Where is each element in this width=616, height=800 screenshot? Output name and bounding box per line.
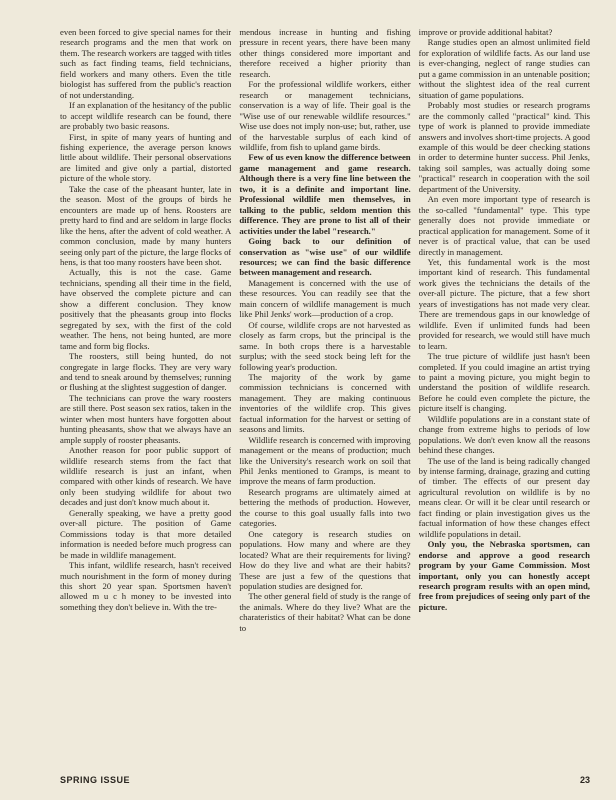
paragraph: Research programs are ultimately aimed at bettering the methods of production. However, the course to this goal usually falls into two categories. xyxy=(239,486,411,529)
paragraph: Generally speaking, we have a pretty good over-all picture. The position of Game Commissions today is that more detailed information is needed before much progress can be made in wildlife management. xyxy=(60,507,232,560)
paragraph: The use of the land is being radically changed by intense farming, drainage, grazing and cutting of timber. The effects of our present day agricultural revolution on wildlife is by no means clear. Or will it be clear until research or fact finding or plain investigation gives us the factual information of how these changes effect wildlife populations in detail. xyxy=(418,455,590,539)
paragraph: Another reason for poor public support of wildlife research stems from the fact that wildlife research is just an infant, when compared with other kinds of research. We have only been studying wildlife for about two decades and just don't know much about it. xyxy=(60,445,232,508)
paragraph: One category is research studies on populations. How many and where are they located? What are their requirements for living? How do they live and what are their habits? These are just a few of the questions that population studies are designed for. xyxy=(239,528,411,592)
article-body xyxy=(60,27,590,762)
paragraph: For the professional wildlife workers, either research or management technicians, conservation is a way of life. Their goal is the "Wise use of our renewable wildlife resources." Wise use does not imply non-use; but, rather, use of the harvestable surplus of each kind of wildlife, from fish to upland game birds. xyxy=(239,79,411,152)
paragraph: Yet, this fundamental work is the most important kind of research. This fundamental work gives the technicians the details of the over-all picture. The picture, that a few short years of investigations has not made very clear. There are tremendous gaps in our knowledge of wildlife. Even if unlimited funds had been provided for research, we would still have much to learn. xyxy=(418,256,590,351)
paragraph: An even more important type of research is the so-called "fundamental" type. This type generally does not provide immediate or practical application for management. Some of it never is of practical value, that can be used directly in management. xyxy=(418,194,590,257)
paragraph: improve or provide additional habitat? xyxy=(418,27,553,37)
paragraph: First, in spite of many years of hunting and fishing experience, the average person knows little about wildlife. Their personal observations are limited and give only a partial, distorted picture of the whole story. xyxy=(60,131,232,184)
paragraph: The technicians can prove the wary roosters are still there. Post season sex ratios, taken in the winter when most hunters have forgotten about hunting pheasants, show that we always have an ample supply of rooster pheasants. xyxy=(60,392,232,445)
paragraph: If an explanation of the hesitancy of the public to accept wildlife research can be found, there are probably two basic reasons. xyxy=(60,100,232,132)
paragraph-emphasis: Going back to our definition of conservation as "wise use" of our wildlife resources; we can find the basic difference between management and research. xyxy=(239,236,411,278)
paragraph: The majority of the work by game commission technicians is concerned with management. They are making continuous inventories of the wildlife crop. This gives factual information for the harvest or setting of seasons and limits. xyxy=(239,371,411,435)
paragraph-emphasis: Only you, the Nebraska sportsmen, can endorse and approve a good research program by your Game Commission. Most important, only you can honestly accept research program results with an open mind, free from prejudices of seeing only part of the picture. xyxy=(418,539,590,612)
paragraph: The true picture of wildlife just hasn't been completed. If you could imagine an artist trying to paint a moving picture, you might begin to understand the position of wildlife research. Before he could even complete the picture, the picture itself is changing. xyxy=(418,351,590,414)
issue-label: SPRING ISSUE xyxy=(60,775,131,785)
paragraph: mendous increase in hunting and fishing pressure in recent years, there have been many other things considered more important and therefore received a higher priority than research. xyxy=(239,27,411,79)
column-3 xyxy=(419,27,590,762)
paragraph: Take the case of the pheasant hunter, late in the season. Most of the groups of birds he encounters are made up of hens. Roosters are pretty hard to find and are seldom in large flocks like the hens, after the advent of cold weather. A common conclusion, made by many hunters seeing only part of the picture, the large flocks of hens, is that too many roosters have been shot. xyxy=(60,183,232,267)
paragraph: Wildlife populations are in a constant state of change from extreme highs to periods of low populations. We don't even know all the reasons behind these changes. xyxy=(418,413,590,456)
paragraph: even been forced to give special names for their research programs and the men that work on them. The research workers are tagged with titles such as fact finding teams, field technicians, field workers and many others. Even the title biologist has suffered from the public's reaction of not understanding. xyxy=(60,27,232,100)
paragraph: Range studies open an almost unlimited field for exploration of wildlife facts. As our land use is ever-changing, neglect of range studies can put a game commission in an untenable position; without the slightest idea of the real current situation of game populations. xyxy=(418,37,590,100)
paragraph: This infant, wildlife research, hasn't received much nourishment in the form of money during this short 20 year span. Sportsmen haven't allowed m u c h money to be invested into something they don't believe in. With the tre- xyxy=(60,560,232,612)
paragraph: Of course, wildlife crops are not harvested as closely as farm crops, but the principal is the same. In both crops there is a harvestable surplus; with the seed stock being left for the following year's production. xyxy=(239,319,411,372)
paragraph: Actually, this is not the case. Game technicians, spending all their time in the field, have observed the complete picture and can show a different conclusion. They know positively that the pheasants group into flocks segregated by sex, with the first of the cold weather. The hens, not being hunted, are more tame and form big flocks. xyxy=(60,267,232,351)
paragraph: Wildlife research is concerned with improving management or the means of production; much like the University's research work on soil that Phil Jenks mentioned to Gramps, is meant to improve the means of farm production. xyxy=(239,434,411,487)
paragraph: Probably most studies or research programs are the commonly called "practical" kind. This type of work is planned to provide immediate answers and involves short-time projects. A good example of this would be deer checking stations in order to determine hunter success. Phil Jenks, taking soil samples, was actually doing some "practical" research in cooperation with the soil department of the University. xyxy=(418,100,590,194)
paragraph: Management is concerned with the use of these resources. You can readily see that the main concern of wildlife management is much like Phil Jenks' work—production of a crop. xyxy=(239,277,411,320)
column-1 xyxy=(60,27,231,762)
page-number: 23 xyxy=(579,775,590,785)
column-2 xyxy=(239,27,410,762)
paragraph-emphasis: Few of us even know the difference between game management and game research. Although there is a very fine line between the two, it is a definite and important line. Professional wildlife men themselves, in talking to the public, seldom mention this difference. They are prone to list all of their activities under the label "research." xyxy=(239,152,411,236)
paragraph: The roosters, still being hunted, do not congregate in large flocks. They are very wary and tend to sneak around by themselves; running or flushing at the slightest suggestion of danger. xyxy=(60,351,232,393)
paragraph: The other general field of study is the range of the animals. Where do they live? What are the charateristics of their habitat? What can be done to xyxy=(239,591,411,633)
